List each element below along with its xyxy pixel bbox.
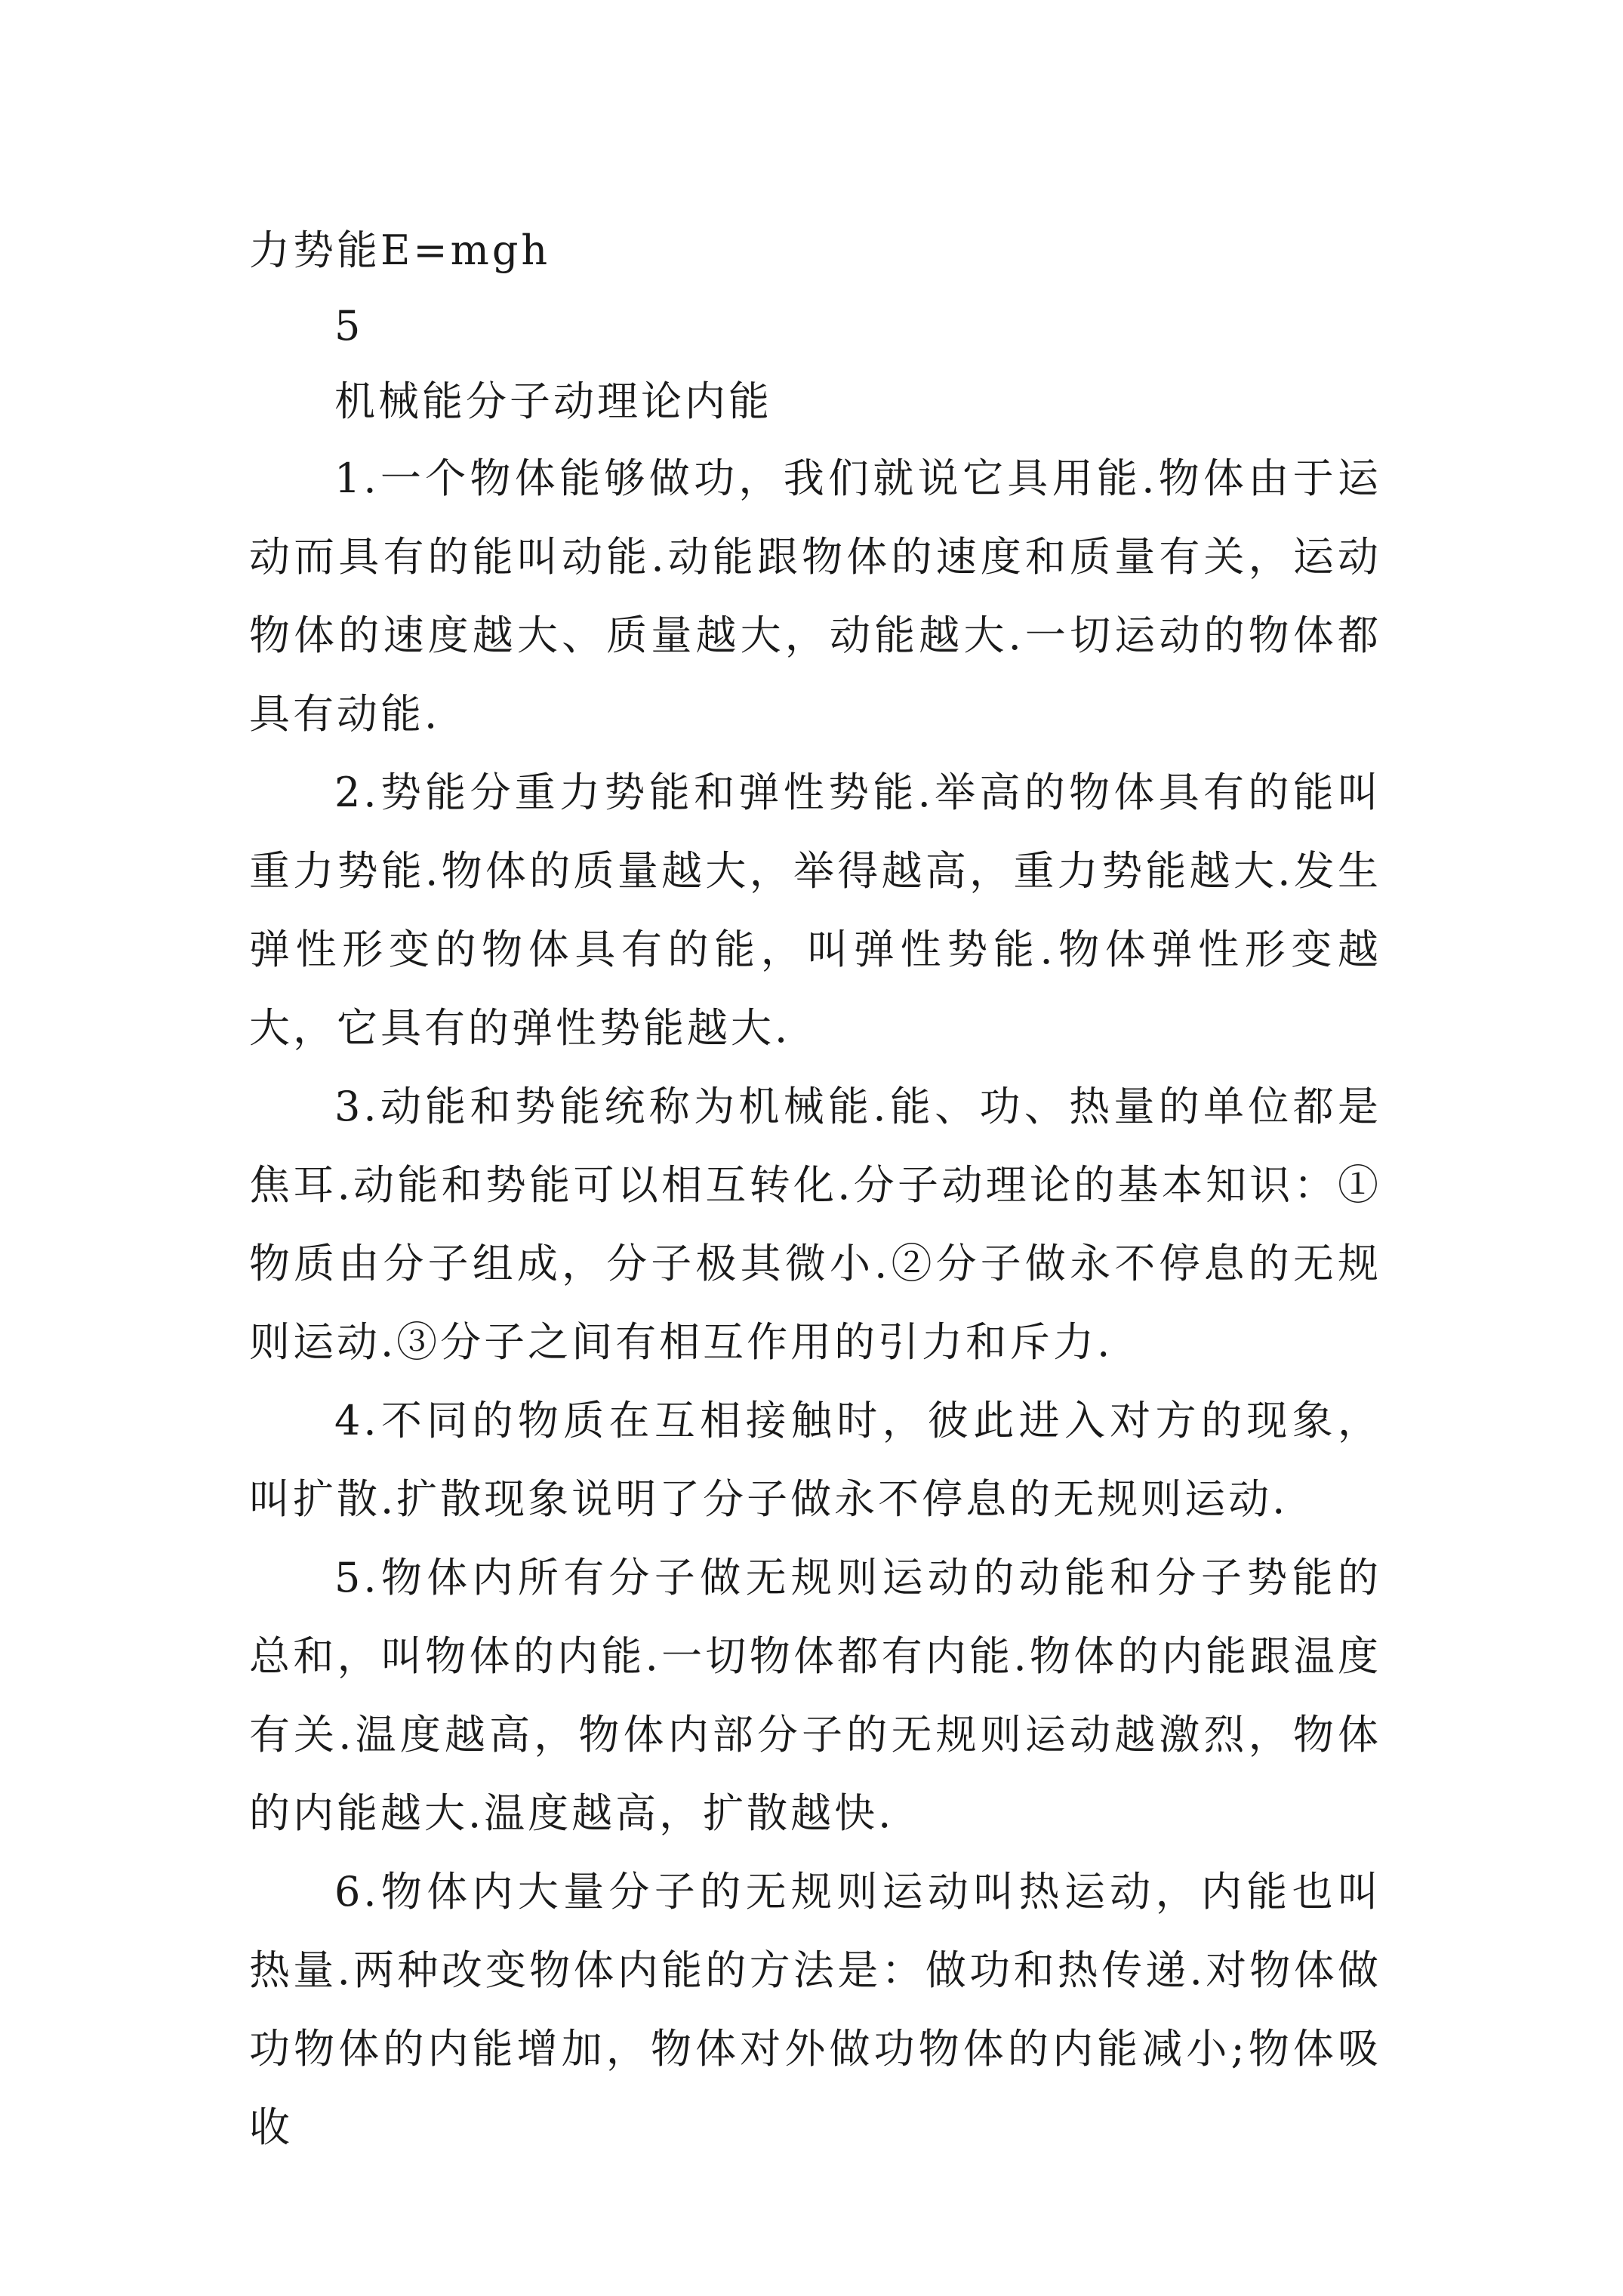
paragraph-2: 2.势能分重力势能和弹性势能.举高的物体具有的能叫重力势能.物体的质量越大，举得越高，重力势能越大.发生弹性形变的物体具有的能，叫弹性势能.物体弹性形变越大，它具有的弹性势能越大. <box>249 769 1381 1052</box>
lead-line: 力势能E=mgh <box>249 227 551 274</box>
paragraph-4: 4.不同的物质在互相接触时，彼此进入对方的现象，叫扩散.扩散现象说明了分子做永不停息的无规则运动. <box>249 1397 1381 1523</box>
paragraph-3: 3.动能和势能统称为机械能.能、功、热量的单位都是焦耳.动能和势能可以相互转化.分子动理论的基本知识：①物质由分子组成，分子极其微小.②分子做永不停息的无规则运动.③分子之间有相互作用的引力和斥力. <box>249 1083 1381 1366</box>
paragraph-5: 5.物体内所有分子做无规则运动的动能和分子势能的总和，叫物体的内能.一切物体都有内能.物体的内能跟温度有关.温度越高，物体内部分子的无规则运动越激烈，物体的内能越大.温度越高，扩散越快. <box>249 1554 1381 1837</box>
section-title: 机械能分子动理论内能 <box>334 378 772 425</box>
document-body <box>249 213 1381 2167</box>
paragraph-1: 1.一个物体能够做功，我们就说它具用能.物体由于运动而具有的能叫动能.动能跟物体的速度和质量有关，运动物体的速度越大、质量越大，动能越大.一切运动的物体都具有动能. <box>249 455 1381 738</box>
page-number: 5 <box>334 302 364 350</box>
paragraph-6: 6.物体内大量分子的无规则运动叫热运动，内能也叫热量.两种改变物体内能的方法是：做功和热传递.对物体做功物体的内能增加，物体对外做功物体的内能减小;物体吸收 <box>249 1868 1381 2151</box>
